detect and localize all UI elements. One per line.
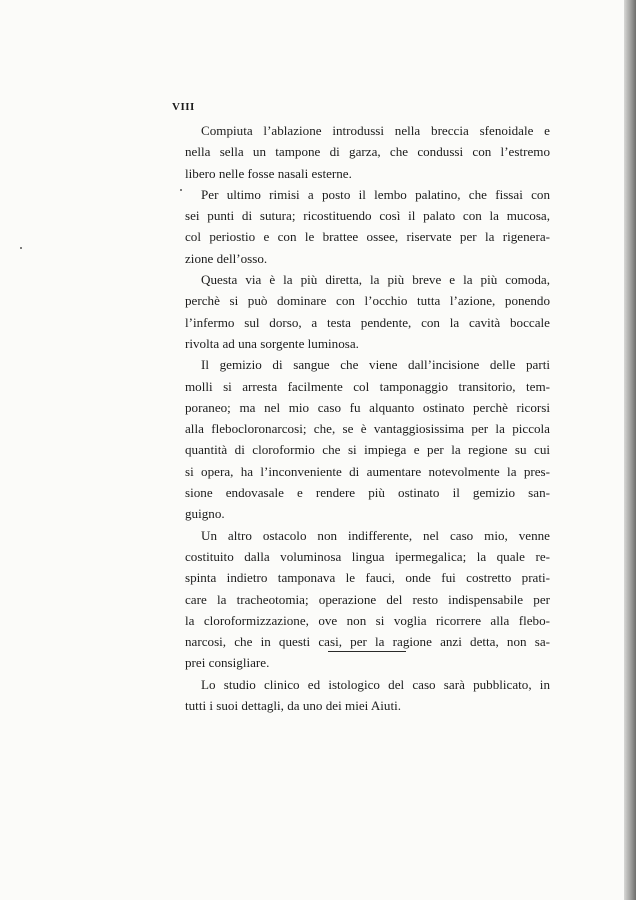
text-line: care la tracheotomia; operazione del resto indispensabile per	[185, 591, 550, 607]
body-text	[185, 120, 550, 716]
text-line: Il gemizio di sangue che viene dall’incisione delle parti	[201, 357, 550, 373]
text-line: costituito dalla voluminosa lingua ipermegalica; la quale re-	[185, 548, 550, 564]
text-line: Lo studio clinico ed istologico del caso sarà pubblicato, in	[201, 676, 550, 692]
page-edge-shadow	[624, 0, 636, 900]
text-line: tutti i suoi dettagli, da uno dei miei Aiuti.	[185, 698, 402, 714]
text-line: prei consigliare.	[185, 655, 270, 671]
text-line: alla fleboclоronarcosi; che, se è vantaggiosissima per la piccola	[185, 421, 550, 437]
text-line: zione dell’osso.	[185, 250, 268, 266]
text-line: nella sella un tampone di garza, che condussi con l’estremo	[185, 144, 550, 160]
ink-speck	[20, 247, 22, 249]
text-line: poraneo; ma nel mio caso fu alquanto ostinato perchè ricorsi	[185, 399, 550, 415]
text-line: sei punti di sutura; ricostituendo così il palato con la mucosa,	[185, 208, 550, 224]
text-line: spinta indietro tamponava le fauci, onde fui costretto prati-	[185, 570, 550, 586]
text-line: l’infermo sul dorso, a testa pendente, con la cavità boccale	[185, 314, 550, 330]
text-line: Compiuta l’ablazione introdussi nella breccia sfenoidale e	[201, 123, 550, 138]
text-line: sione endovasale e rendere più ostinato il gemizio san-	[185, 485, 550, 501]
page-number: VIII	[172, 101, 195, 113]
text-line: Per ultimo rimisi a posto il lembo palatino, che fissai con	[201, 186, 550, 202]
text-line: Un altro ostacolo non indifferente, nel caso mio, venne	[201, 527, 550, 543]
ink-speck	[180, 189, 182, 191]
text-line: si opera, ha l’inconveniente di aumentare notevolmente la pres-	[185, 463, 550, 479]
text-line: col periostio e con le brattee ossee, riservate per la rigenera-	[185, 229, 550, 245]
text-line: libero nelle fosse nasali esterne.	[185, 165, 352, 181]
text-line: perchè si può dominare con l’occhio tutta l’azione, ponendo	[185, 293, 550, 309]
text-line: narcosi, che in questi casi, per la ragione anzi detta, non sa-	[185, 634, 550, 650]
text-line: la cloroformizzazione, ove non si voglia ricorrere alla flebo-	[185, 612, 550, 628]
text-line: Questa via è la più diretta, la più breve e la più comoda,	[201, 272, 550, 288]
text-line: molli si arresta facilmente col tamponaggio transitorio, tem-	[185, 378, 550, 394]
text-line: guigno.	[185, 506, 225, 522]
text-line: quantità di cloroformio che si impiega e per la regione su cui	[185, 442, 550, 458]
text-line: rivolta ad una sorgente luminosa.	[185, 335, 359, 351]
closing-rule	[328, 651, 406, 652]
